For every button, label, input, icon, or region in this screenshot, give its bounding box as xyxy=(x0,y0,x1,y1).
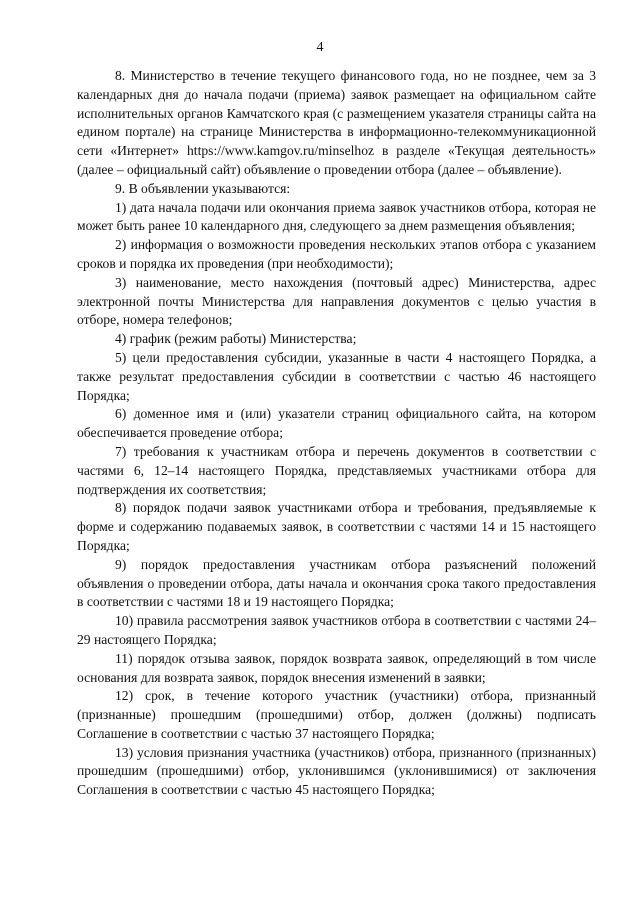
paragraph-9-heading: 9. В объявлении указываются: xyxy=(115,180,291,196)
list-item-11: 11) порядок отзыва заявок, порядок возврата заявок, определяющий в том числе основания для возврата заявок, порядок внесения изменений в заявки; xyxy=(77,650,596,685)
list-item-1: 1) дата начала подачи или окончания приема заявок участников отбора, которая не может быть ранее 10 календарного дня, следующего за днем размещения объявления; xyxy=(77,199,596,234)
document-body xyxy=(77,67,596,800)
list-item-3: 3) наименование, место нахождения (почтовый адрес) Министерства, адрес электронной почты Министерства для направления документов с целью участия в отборе, номера телефонов; xyxy=(77,274,596,328)
list-item-6: 6) доменное имя и (или) указатели страниц официального сайта, на котором обеспечивается проведение отбора; xyxy=(77,406,596,441)
list-item-5: 5) цели предоставления субсидии, указанные в части 4 настоящего Порядка, а также результат предоставления субсидии в соответствии с частью 46 настоящего Порядка; xyxy=(77,349,596,403)
list-item-4: 4) график (режим работы) Министерства; xyxy=(115,331,357,347)
list-item-13: 13) условия признания участника (участников) отбора, признанного (признанных) прошедшим (прошедшими) отбор, уклонившимся (уклонившимися) от заключения Соглашения в соответствии с частью 45 настоящего Порядка; xyxy=(77,744,596,798)
list-item-7: 7) требования к участникам отбора и перечень документов в соответствии с частями 6, 12–14 настоящего Порядка, представляемых участниками отбора для подтверждения их соответствия; xyxy=(77,443,596,497)
list-item-10: 10) правила рассмотрения заявок участников отбора в соответствии с частями 24–29 настоящего Порядка; xyxy=(77,613,596,647)
list-item-12: 12) срок, в течение которого участник (участники) отбора, признанный (признанные) прошедшим (прошедшими) отбор, должен (должны) подписать Соглашение в соответствии с частью 37 настоящего Порядка; xyxy=(77,688,596,741)
paragraph-8: 8. Министерство в течение текущего финансового года, но не позднее, чем за 3 календарных дня до начала подачи (приема) заявок размещает на официальном сайте исполнительных органов Камчатского края (с размещением указателя страницы сайта на едином портале) на странице Министерства в информационно-телекоммуникационной сети «Интернет» https://www.kamgov.ru/minselhoz в разделе «Текущая деятельность» (далее – официальный сайт) объявление о проведении отбора (далее – объявление). xyxy=(77,68,596,177)
page-number: 4 xyxy=(316,40,324,55)
list-item-9: 9) порядок предоставления участникам отбора разъяснений положений объявления о проведении отбора, даты начала и окончания срока такого предоставления в соответствии с частями 18 и 19 настоящего Порядка; xyxy=(77,556,596,610)
list-item-8: 8) порядок подачи заявок участниками отбора и требования, предъявляемые к форме и содержанию подаваемых заявок, в соответствии с частями 14 и 15 настоящего Порядка; xyxy=(77,500,596,553)
list-item-2: 2) информация о возможности проведения нескольких этапов отбора с указанием сроков и порядка их проведения (при необходимости); xyxy=(77,237,596,271)
